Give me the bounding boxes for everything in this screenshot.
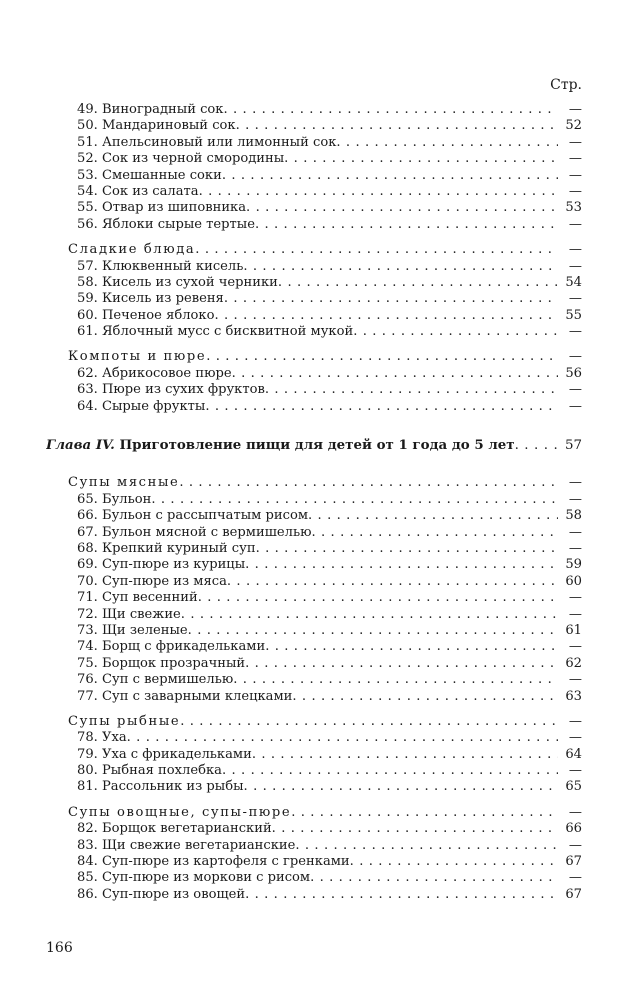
entry-title: 60. Печеное яблоко (77, 307, 215, 323)
entry-title: 51. Апельсиновый или лимонный сок (77, 134, 337, 150)
entry-title: 49. Виноградный сок (77, 102, 224, 117)
entry-page: — (568, 837, 582, 853)
entry-page: 67 (565, 886, 582, 902)
entry-page: — (568, 524, 582, 540)
dot-leader (515, 438, 558, 453)
toc-entry (46, 308, 582, 324)
entry-title: 66. Бульон с рассыпчатым рисом (77, 508, 309, 524)
toc-entry (46, 639, 582, 655)
dot-leader (244, 779, 558, 795)
entry-title: 82. Борщок вегетарианский (77, 821, 272, 837)
entry-page: — (568, 167, 582, 183)
toc-entry (46, 838, 582, 854)
entry-page: — (568, 134, 582, 150)
entry-title: 76. Суп с вермишелью (77, 672, 234, 688)
entry-page: 58 (565, 508, 582, 524)
dot-leader (243, 259, 558, 275)
entry-title: 70. Суп-пюре из мяса (77, 573, 227, 589)
toc-entry (46, 607, 582, 623)
toc-entry (46, 623, 582, 639)
dot-leader (246, 200, 558, 216)
dot-leader (222, 763, 558, 779)
toc-entry (46, 259, 582, 275)
toc-entry (46, 574, 582, 590)
toc-entry (46, 870, 582, 886)
dot-leader (222, 168, 558, 184)
entry-title: 85. Суп-пюре из моркови с рисом (77, 870, 311, 886)
entry-page: — (568, 672, 582, 688)
entry-page: 54 (565, 274, 582, 290)
chapter-title: Приготовление пищи для детей от 1 года до 5 лет (114, 437, 515, 454)
entry-title: 58. Кисель из сухой черники (77, 274, 278, 290)
dot-leader (224, 102, 559, 118)
toc-entry (46, 747, 582, 763)
entry-title: 74. Борщ с фрикадельками (77, 639, 266, 655)
entry-title: 54. Сок из салата (77, 183, 199, 199)
entry-title: 86. Суп-пюре из овощей (77, 886, 246, 902)
entry-title: 55. Отвар из шиповника (77, 200, 247, 216)
toc-entry (46, 291, 582, 307)
toc-entry (46, 184, 582, 200)
entry-page: 66 (565, 821, 582, 837)
entry-page: 55 (565, 307, 582, 323)
chapter-heading (46, 437, 582, 453)
entry-title: 64. Сырые фрукты (77, 398, 206, 414)
section-page: — (568, 349, 582, 365)
toc-entry (46, 821, 582, 837)
dot-leader (353, 324, 558, 340)
toc-group-compotes (46, 349, 582, 415)
entry-page: — (568, 763, 582, 779)
toc-entry (46, 541, 582, 557)
page-column-header: Стр. (550, 77, 582, 93)
toc-entry (46, 399, 582, 415)
dot-leader (198, 590, 558, 606)
dot-leader (206, 349, 558, 365)
dot-leader (336, 135, 558, 151)
entry-title: 61. Яблочный мусс с бисквитной мукой (77, 324, 354, 340)
toc-entry (46, 656, 582, 672)
entry-page: — (568, 382, 582, 398)
entry-page: 64 (565, 746, 582, 762)
toc-entry (46, 492, 582, 508)
dot-leader (224, 291, 558, 307)
toc-entry (46, 887, 582, 903)
chapter-page: 57 (564, 438, 582, 454)
section-title: Компоты и пюре (68, 349, 207, 365)
toc-group-juices (46, 102, 582, 233)
section-page: — (568, 475, 582, 491)
entry-title: 72. Щи свежие (77, 606, 181, 622)
toc-entry (46, 730, 582, 746)
entry-page: 61 (565, 622, 582, 638)
entry-page: 52 (565, 118, 582, 134)
dot-leader (245, 656, 558, 672)
entry-title: 80. Рыбная похлебка (77, 763, 222, 779)
section-title: Сладкие блюда (68, 242, 196, 258)
entry-page: — (568, 151, 582, 167)
section-page: — (568, 713, 582, 729)
toc-entry (46, 590, 582, 606)
entry-title: 78. Уха (77, 730, 127, 746)
toc-group-sweet-dishes (46, 242, 582, 340)
entry-title: 63. Пюре из сухих фруктов (77, 382, 265, 398)
table-of-contents (46, 102, 582, 903)
toc-entry (46, 689, 582, 705)
entry-page: 67 (565, 854, 582, 870)
section-heading (46, 475, 582, 491)
toc-entry (46, 102, 582, 118)
entry-page: 65 (565, 779, 582, 795)
entry-title: 62. Абрикосовое пюре (77, 365, 232, 381)
entry-page: — (568, 491, 582, 507)
toc-group-vegetable-soups (46, 805, 582, 903)
entry-title: 81. Рассольник из рыбы (77, 779, 244, 795)
entry-page: — (568, 870, 582, 886)
section-heading (46, 714, 582, 730)
toc-entry (46, 275, 582, 291)
dot-leader (199, 184, 558, 200)
dot-leader (284, 151, 558, 167)
dot-leader (151, 492, 558, 508)
toc-group-fish-soups (46, 714, 582, 796)
entry-title: 56. Яблоки сырые тертые (77, 216, 255, 232)
entry-title: 57. Клюквенный кисель (77, 258, 244, 274)
toc-entry (46, 508, 582, 524)
dot-leader (295, 838, 558, 854)
entry-title: 77. Суп с заварными клецками (77, 688, 293, 704)
entry-page: 53 (565, 200, 582, 216)
entry-page: 62 (565, 655, 582, 671)
entry-page: 60 (565, 573, 582, 589)
chapter-number: Глава IV. (46, 437, 115, 454)
dot-leader (245, 557, 558, 573)
dot-leader (265, 382, 558, 398)
dot-leader (292, 689, 558, 705)
toc-entry (46, 557, 582, 573)
toc-entry (46, 366, 582, 382)
toc-entry (46, 200, 582, 216)
dot-leader (256, 541, 558, 557)
dot-leader (252, 747, 558, 763)
dot-leader (308, 508, 558, 524)
entry-page: — (568, 183, 582, 199)
dot-leader (205, 399, 558, 415)
entry-page: 59 (565, 557, 582, 573)
section-title: Супы овощные, супы-пюре (68, 804, 292, 820)
dot-leader (291, 805, 558, 821)
entry-title: 69. Суп-пюре из курицы (77, 557, 246, 573)
entry-title: 68. Крепкий куриный суп (77, 540, 256, 556)
entry-title: 50. Мандариновый сок (77, 118, 236, 134)
dot-leader (278, 275, 558, 291)
dot-leader (127, 730, 558, 746)
entry-page: — (568, 291, 582, 307)
entry-page: — (568, 606, 582, 622)
entry-title: 84. Суп-пюре из картофеля с гренками (77, 854, 350, 870)
entry-page: — (568, 258, 582, 274)
toc-entry (46, 525, 582, 541)
entry-title: 73. Щи зеленые (77, 622, 188, 638)
entry-page: — (568, 730, 582, 746)
entry-title: 59. Кисель из ревеня (77, 291, 224, 307)
entry-title: 52. Сок из черной смородины (77, 151, 285, 167)
page-number: 166 (46, 940, 73, 956)
toc-entry (46, 672, 582, 688)
dot-leader (236, 118, 558, 134)
dot-leader (255, 217, 558, 233)
entry-page: 63 (565, 688, 582, 704)
dot-leader (233, 672, 558, 688)
toc-group-meat-soups (46, 475, 582, 704)
toc-entry (46, 763, 582, 779)
section-page: — (568, 242, 582, 258)
toc-entry (46, 382, 582, 398)
entry-title: 75. Борщок прозрачный (77, 655, 246, 671)
entry-page: — (568, 639, 582, 655)
entry-page: 56 (565, 365, 582, 381)
dot-leader (350, 854, 558, 870)
entry-page: — (568, 216, 582, 232)
toc-entry (46, 779, 582, 795)
toc-entry (46, 168, 582, 184)
entry-title: 65. Бульон (77, 491, 152, 507)
dot-leader (181, 607, 558, 623)
dot-leader (310, 870, 558, 886)
toc-entry (46, 135, 582, 151)
dot-leader (188, 623, 558, 639)
section-title: Супы рыбные (68, 713, 181, 729)
dot-leader (227, 574, 558, 590)
dot-leader (232, 366, 558, 382)
toc-entry (46, 324, 582, 340)
entry-title: 71. Суп весенний (77, 590, 198, 606)
dot-leader (180, 714, 558, 730)
toc-entry (46, 217, 582, 233)
entry-page: — (568, 102, 582, 117)
dot-leader (272, 821, 558, 837)
dot-leader (245, 887, 558, 903)
toc-entry (46, 118, 582, 134)
section-title: Супы мясные (68, 475, 180, 491)
entry-title: 79. Уха с фрикадельками (77, 746, 252, 762)
dot-leader (215, 308, 559, 324)
dot-leader (312, 525, 559, 541)
dot-leader (179, 475, 558, 491)
entry-title: 67. Бульон мясной с вермишелью (77, 524, 312, 540)
entry-title: 83. Щи свежие вегетарианские (77, 837, 296, 853)
section-heading (46, 349, 582, 365)
dot-leader (195, 242, 558, 258)
toc-entry (46, 854, 582, 870)
section-page: — (568, 804, 582, 820)
entry-page: — (568, 540, 582, 556)
entry-title: 53. Смешанные соки (77, 167, 222, 183)
section-heading (46, 805, 582, 821)
section-heading (46, 242, 582, 258)
entry-page: — (568, 398, 582, 414)
dot-leader (265, 639, 558, 655)
toc-entry (46, 151, 582, 167)
entry-page: — (568, 324, 582, 340)
entry-page: — (568, 590, 582, 606)
